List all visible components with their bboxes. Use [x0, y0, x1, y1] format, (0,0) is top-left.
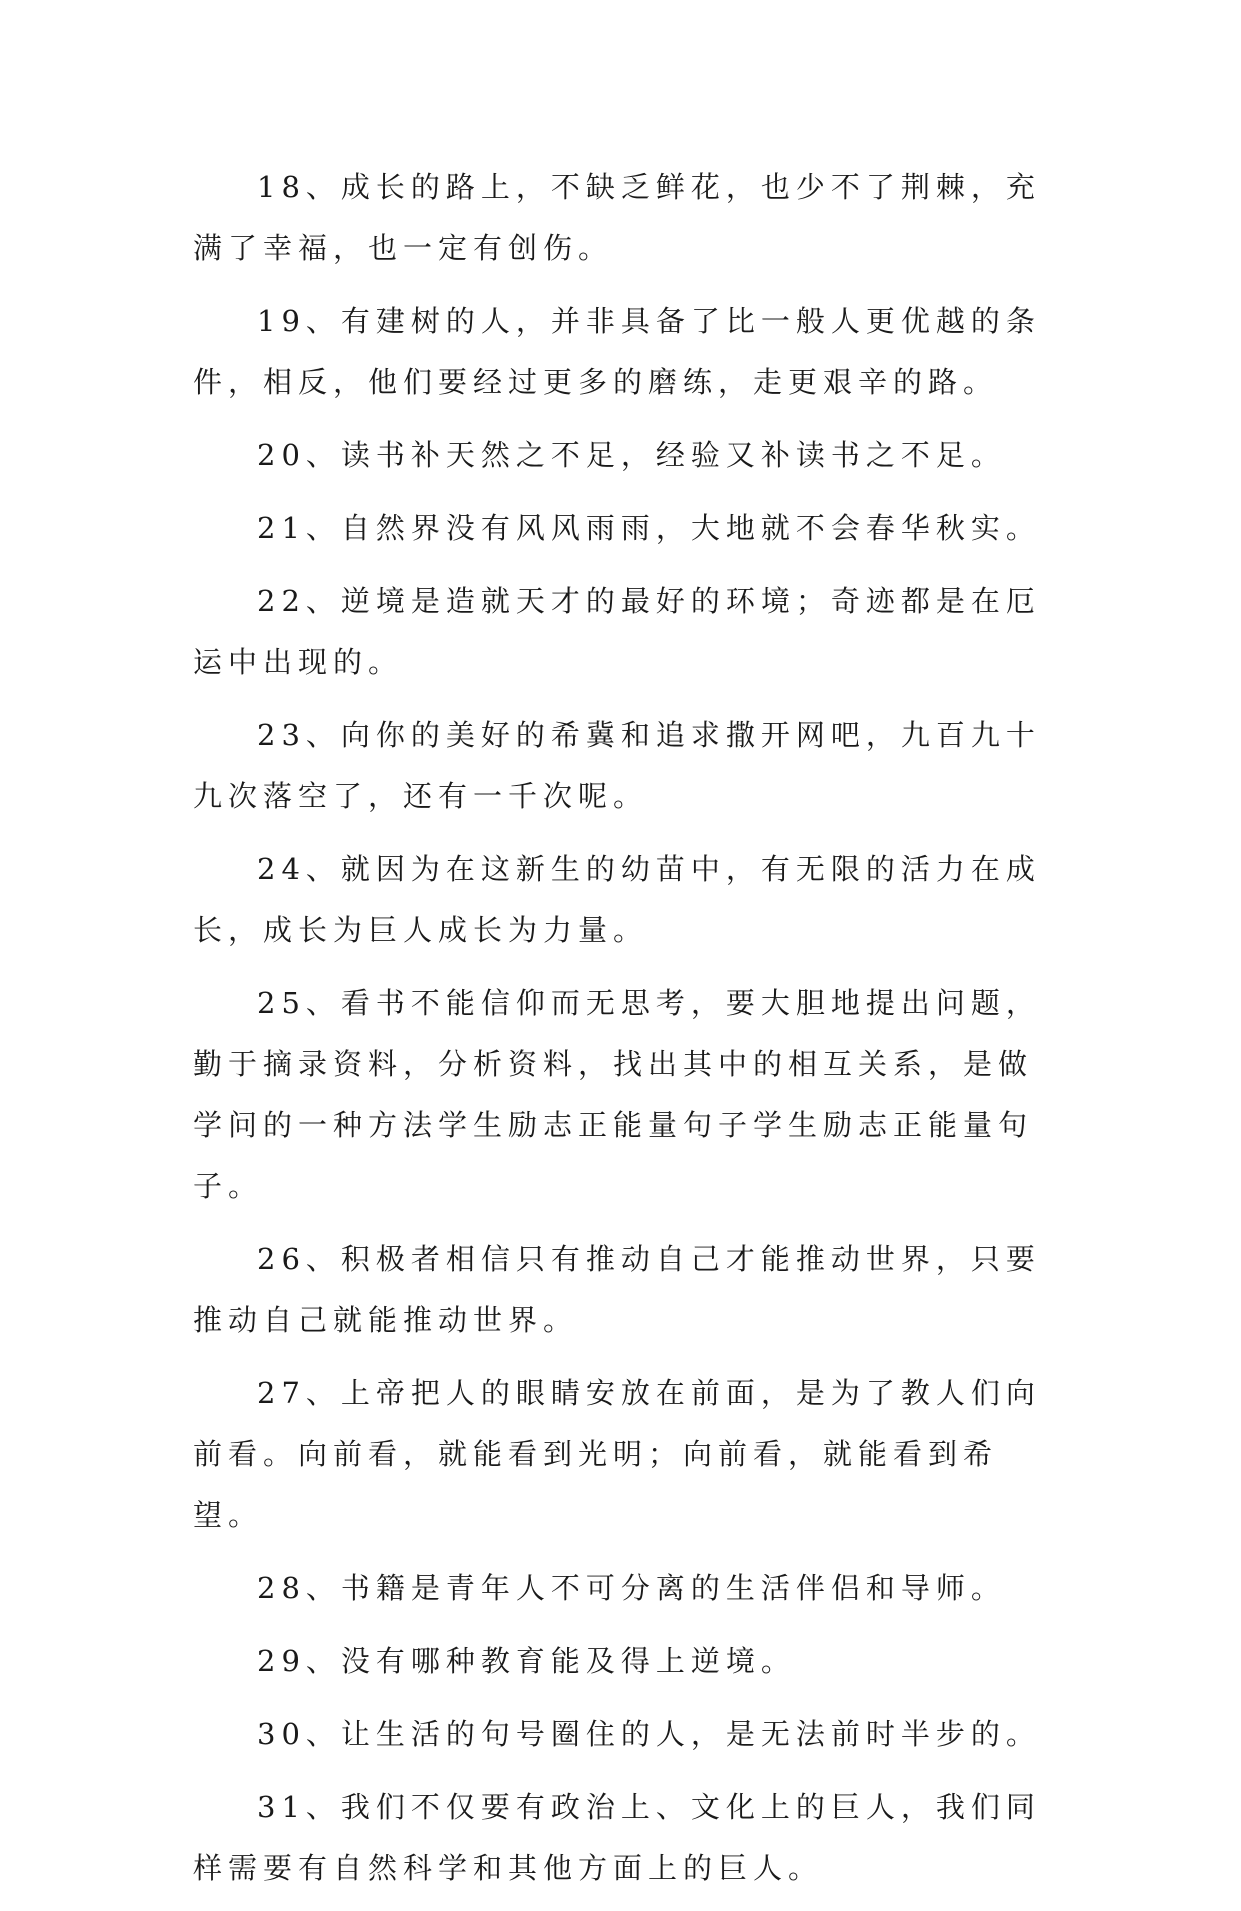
quote-paragraph-28: 28、书籍是青年人不可分离的生活伴侣和导师。 [257, 1571, 1006, 1605]
quote-paragraph-25: 25、看书不能信仰而无思考，要大胆地提出问题，勤于摘录资料，分析资料，找出其中的相互关系，是做学问的一种方法学生励志正能量句子学生励志正能量句子。 [193, 986, 1041, 1203]
quote-paragraph-20: 20、读书补天然之不足，经验又补读书之不足。 [257, 438, 1006, 472]
quote-paragraph-21: 21、自然界没有风风雨雨，大地就不会春华秋实。 [257, 511, 1041, 545]
quote-paragraph-30: 30、让生活的句号圈住的人，是无法前时半步的。 [257, 1717, 1041, 1751]
quote-paragraph-22: 22、逆境是造就天才的最好的环境；奇迹都是在厄运中出现的。 [193, 584, 1041, 679]
quote-paragraph-27: 27、上帝把人的眼睛安放在前面，是为了教人们向前看。向前看，就能看到光明；向前看，就能看到希望。 [193, 1376, 1041, 1532]
quote-paragraph-26: 26、积极者相信只有推动自己才能推动世界，只要推动自己就能推动世界。 [193, 1242, 1041, 1337]
quote-paragraph-31: 31、我们不仅要有政治上、文化上的巨人，我们同样需要有自然科学和其他方面上的巨人。 [193, 1790, 1041, 1885]
quote-paragraph-19: 19、有建树的人，并非具备了比一般人更优越的条件，相反，他们要经过更多的磨练，走更艰辛的路。 [193, 304, 1041, 399]
quote-paragraph-24: 24、就因为在这新生的幼苗中，有无限的活力在成长，成长为巨人成长为力量。 [193, 852, 1041, 947]
quote-paragraph-23: 23、向你的美好的希冀和追求撒开网吧，九百九十九次落空了，还有一千次呢。 [193, 718, 1041, 813]
document-body [193, 157, 1061, 1911]
quote-paragraph-29: 29、没有哪种教育能及得上逆境。 [257, 1644, 796, 1678]
quote-paragraph-18: 18、成长的路上，不缺乏鲜花，也少不了荆棘，充满了幸福，也一定有创伤。 [193, 170, 1041, 265]
